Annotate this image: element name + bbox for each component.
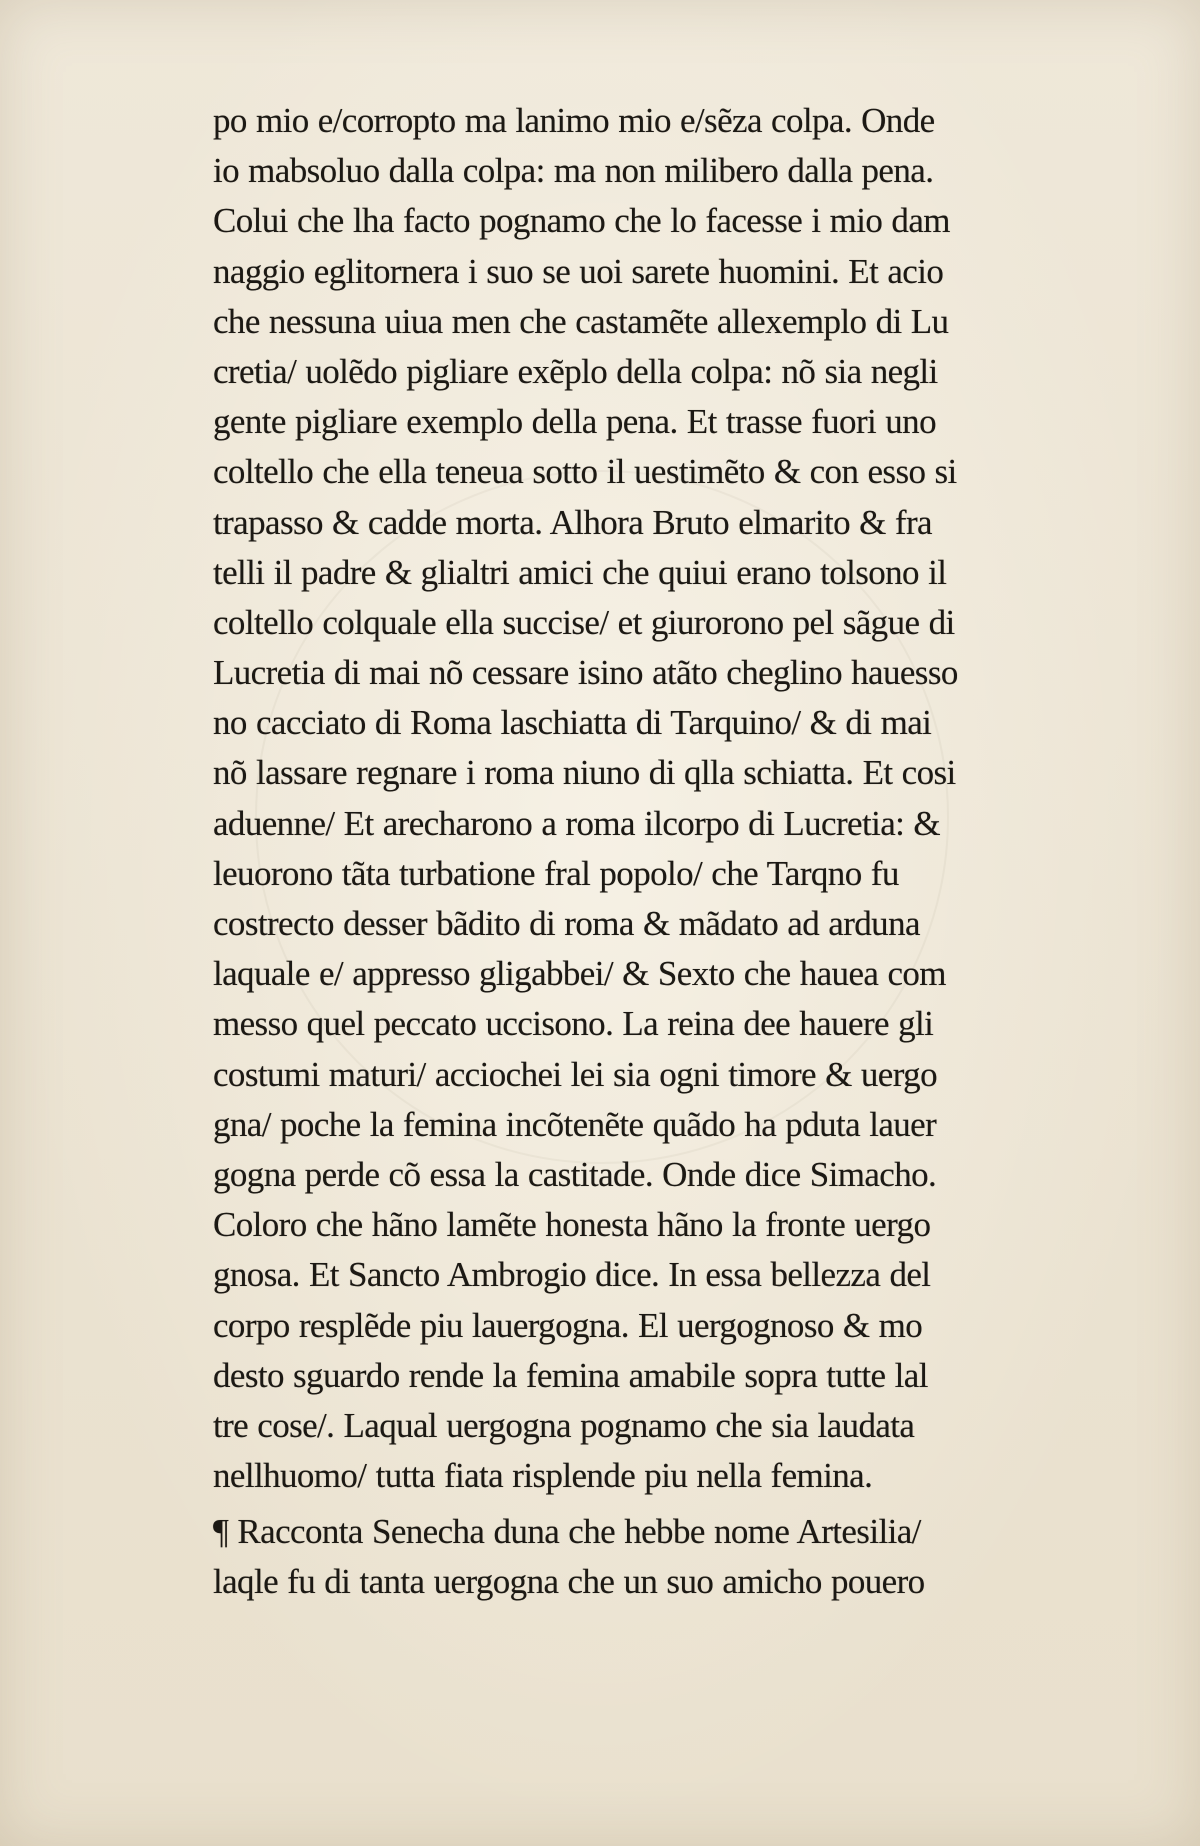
text-line: leuorono tãta turbatione fral popolo/ che Tarqno fu — [213, 853, 899, 893]
text-line: laqle fu di tanta uergogna che un suo amicho pouero — [213, 1562, 925, 1602]
text-line: coltello colquale ella succise/ et giurorono pel sãgue di — [213, 602, 955, 642]
text-line: Colui che lha facto pognamo che lo facesse i mio dam — [213, 201, 950, 241]
text-line: nõ lassare regnare i roma niuno di qlla schiatta. Et cosi — [213, 753, 956, 793]
text-line: che nessuna uiua men che castamẽte allexemplo di Lu — [213, 301, 949, 341]
text-line: po mio e/corropto ma lanimo mio e/sẽza colpa. Onde — [213, 101, 935, 140]
text-line: trapasso & cadde morta. Alhora Bruto elmarito & fra — [213, 502, 932, 542]
text-line: ¶ Racconta Senecha duna che hebbe nome Artesilia/ — [213, 1512, 921, 1552]
text-line: telli il padre & glialtri amici che quiui erano tolsono il — [213, 552, 947, 592]
text-line: io mabsoluo dalla colpa: ma non milibero dalla pena. — [213, 151, 934, 191]
text-line: cretia/ uolẽdo pigliare exẽplo della colpa: nõ sia negli — [213, 351, 938, 391]
text-line: gna/ poche la femina incõtenẽte quãdo ha pduta lauer — [213, 1104, 937, 1144]
text-line: aduenne/ Et arecharono a roma ilcorpo di Lucretia: & — [213, 803, 941, 843]
body-text — [213, 96, 1123, 1608]
text-line: coltello che ella teneua sotto il uestimẽto & con esso si — [213, 452, 957, 492]
text-line: corpo resplẽde piu lauergogna. El uergognoso & mo — [213, 1305, 923, 1345]
text-line: naggio eglitornera i suo se uoi sarete huomini. Et acio — [213, 251, 944, 291]
text-line: costumi maturi/ acciochei lei sia ogni timore & uergo — [213, 1054, 937, 1094]
text-line: gogna perde cõ essa la castitade. Onde dice Simacho. — [213, 1154, 937, 1194]
text-line: desto sguardo rende la femina amabile sopra tutte lal — [213, 1355, 928, 1395]
text-line: tre cose/. Laqual uergogna pognamo che sia laudata — [213, 1405, 915, 1445]
text-line: no cacciato di Roma laschiatta di Tarquino/ & di mai — [213, 703, 932, 743]
text-line: laquale e/ appresso gligabbei/ & Sexto che hauea com — [213, 954, 946, 994]
text-line: Lucretia di mai nõ cessare isino atãto cheglino hauesso — [213, 653, 958, 693]
text-line: gnosa. Et Sancto Ambrogio dice. In essa bellezza del — [213, 1255, 931, 1295]
text-line: gente pigliare exemplo della pena. Et trasse fuori uno — [213, 402, 936, 442]
text-line: nellhuomo/ tutta fiata risplende piu nella femina. — [213, 1456, 873, 1496]
text-line: costrecto desser bãdito di roma & mãdato ad arduna — [213, 904, 920, 943]
text-line: Coloro che hãno lamẽte honesta hãno la fronte uergo — [213, 1205, 931, 1245]
text-line: messo quel peccato uccisono. La reina dee hauere gli — [213, 1004, 934, 1044]
